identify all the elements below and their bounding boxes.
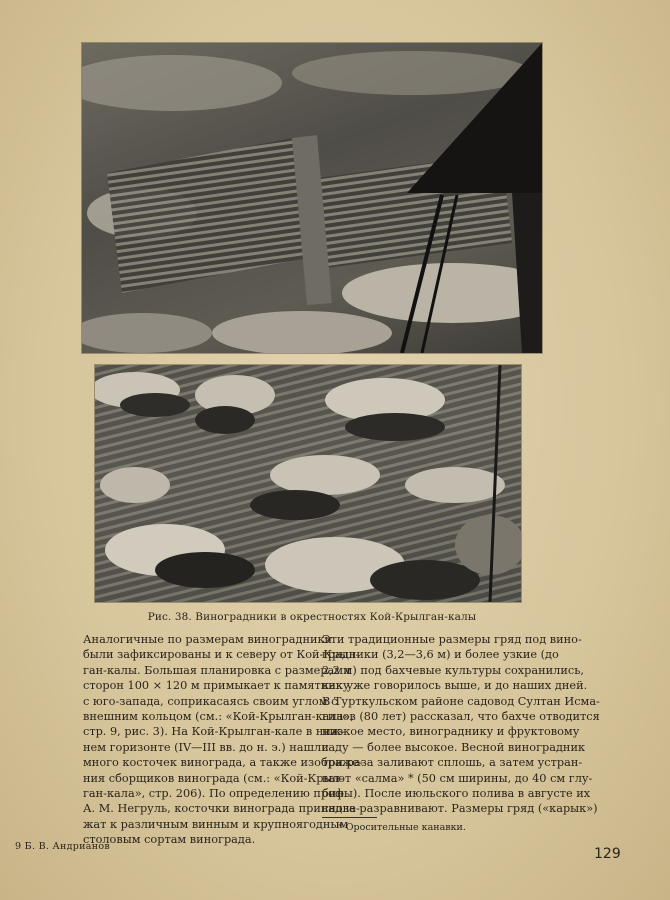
page-number: 129 <box>594 846 621 862</box>
text-line: ган-кала», стр. 206). По определению проф. <box>83 787 348 801</box>
text-line: Аналогичные по размерам виноградники <box>83 633 333 646</box>
aerial-photo-vineyards-top <box>82 43 542 353</box>
aerial-photo-bottom-graphic <box>95 365 521 602</box>
text-line: саду — более высокое. Весной виноградник <box>322 740 586 754</box>
footer-signature: 9 Б. В. Андрианов <box>15 841 111 852</box>
text-line: снова разравнивают. Размеры гряд («карык») <box>322 802 598 816</box>
text-line: сторон 100 × 120 м примыкает к памятнику <box>83 679 350 693</box>
text-line: три раза заливают сплошь, а затем устран- <box>322 756 583 770</box>
text-line: стр. 9, рис. 3). На Кой-Крылган-кале в ниж- <box>83 725 346 739</box>
text-line: много косточек винограда, а также изображе- <box>83 756 363 770</box>
footnote: * Оросительные канавки. <box>338 822 466 833</box>
text-line: нем горизонте (IV—III вв. до н. э.) нашли <box>83 740 329 754</box>
text-line: А. М. Негруль, косточки винограда принадле- <box>83 802 360 816</box>
text-line: ния сборщиков винограда (см.: «Кой-Крыл- <box>83 771 344 785</box>
text-line: бины). После июльского полива в августе их <box>322 787 591 801</box>
text-line: низкое место, винограднику и фруктовому <box>322 725 580 739</box>
aerial-photo-top-graphic <box>82 43 542 353</box>
text-line: Эти традиционные размеры гряд под вино- <box>322 633 582 646</box>
text-line: градники (3,2—3,6 м) и более узкие (до <box>322 648 559 662</box>
text-line: 2,2 м) под бахчевые культуры сохранились, <box>322 663 584 677</box>
text-line: были зафиксированы и к северу от Кой-Крыл- <box>83 648 360 662</box>
text-column-right <box>322 632 600 817</box>
text-line: ган-калы. Большая планировка с размерами <box>83 663 351 677</box>
aerial-photo-vineyards-bottom <box>95 365 521 602</box>
text-line: В Турткульском районе садовод Султан Исма- <box>322 694 600 708</box>
text-line: столовым сортам винограда. <box>83 833 256 847</box>
text-line: как уже говорилось выше, и до наших дней. <box>322 679 588 693</box>
footnote-divider <box>322 817 377 818</box>
text-line: гилов (80 лет) рассказал, что бахче отводится <box>322 710 600 724</box>
text-line: вают «салма» * (50 см ширины, до 40 см глу- <box>322 771 593 785</box>
text-line: внешним кольцом (см.: «Кой-Крылган-кала», <box>83 710 354 724</box>
text-column-left <box>83 632 363 848</box>
text-line: с юго-запада, соприкасаясь своим углом с <box>83 694 338 708</box>
figure-caption: Рис. 38. Виноградники в окрестностях Кой-Крылган-калы <box>147 611 477 623</box>
text-line: жат к различным винным и крупноягодным <box>83 817 349 831</box>
